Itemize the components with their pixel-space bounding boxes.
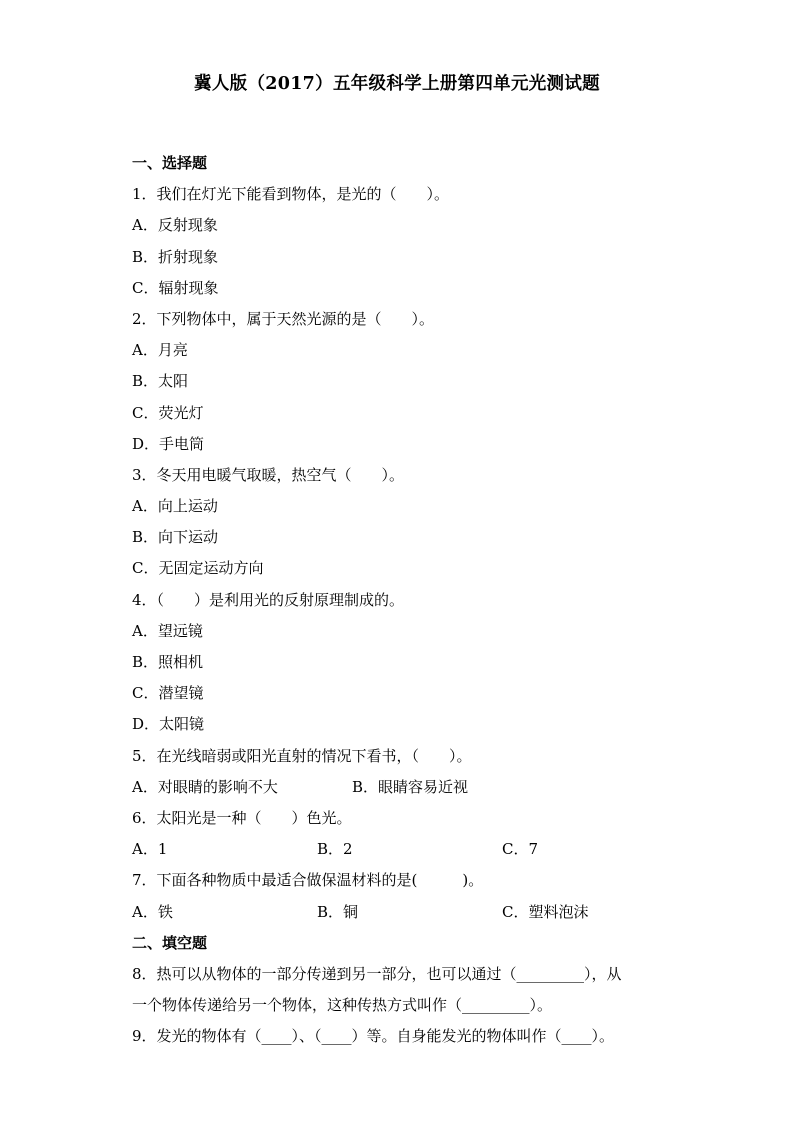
question-1-option-c: C．辐射现象 <box>132 278 219 297</box>
question-4-option-a: A．望远镜 <box>132 621 203 640</box>
question-7-stem: 7．下面各种物质中最适合做保温材料的是( )。 <box>132 871 484 890</box>
question-3-stem: 3．冬天用电暖气取暖，热空气（ ）。 <box>132 465 405 484</box>
question-7-option-c: C．塑料泡沫 <box>502 902 589 921</box>
question-3-option-a: A．向上运动 <box>132 497 218 516</box>
question-5-options <box>132 772 672 803</box>
question-4-stem: 4．（ ）是利用光的反射原理制成的。 <box>132 590 405 609</box>
question-7-options <box>132 897 672 928</box>
page-title: 冀人版（2017）五年级科学上册第四单元光测试题 <box>194 74 600 94</box>
question-6-option-c: C．7 <box>502 840 539 859</box>
question-content <box>132 148 672 1052</box>
question-1-stem: 1．我们在灯光下能看到物体，是光的（ ）。 <box>132 185 450 204</box>
question-3-option-b: B．向下运动 <box>132 528 219 547</box>
question-4-option-c: C．潜望镜 <box>132 684 204 703</box>
question-6-option-a: A．1 <box>132 840 168 859</box>
question-5-option-b: B．眼睛容易近视 <box>352 777 469 796</box>
question-1-option-b: B．折射现象 <box>132 247 219 266</box>
question-2-option-d: D．手电筒 <box>132 434 205 453</box>
question-6-option-b: B．2 <box>317 840 353 859</box>
question-2-option-a: A．月亮 <box>132 341 188 360</box>
question-4-option-d: D．太阳镜 <box>132 715 205 734</box>
question-2-option-b: B．太阳 <box>132 372 189 391</box>
question-9-line-1: 9．发光的物体有（____）、（____）等。自身能发光的物体叫作（____）。 <box>132 1027 615 1046</box>
question-2-stem: 2．下列物体中，属于天然光源的是（ ）。 <box>132 309 435 328</box>
question-1-option-a: A．反射现象 <box>132 216 218 235</box>
question-4-option-b: B．照相机 <box>132 653 204 671</box>
question-5-stem: 5．在光线暗弱或阳光直射的情况下看书，（ ）。 <box>132 746 472 765</box>
section-heading-choice: 一、选择题 <box>132 154 208 172</box>
section-heading-fill: 二、填空题 <box>132 933 208 952</box>
question-2-option-c: C．荧光灯 <box>132 403 204 422</box>
question-7-option-a: A．铁 <box>132 902 173 921</box>
question-6-stem: 6．太阳光是一种（ ）色光。 <box>132 808 352 827</box>
question-3-option-c: C．无固定运动方向 <box>132 559 264 578</box>
question-8-line-1: 8．热可以从物体的一部分传递到另一部分，也可以通过（_________），从 <box>132 964 622 983</box>
question-8-line-2: 一个物体传递给另一个物体，这种传热方式叫作（_________）。 <box>132 996 553 1015</box>
question-5-option-a: A．对眼睛的影响不大 <box>132 777 278 796</box>
question-7-option-b: B．铜 <box>317 902 359 921</box>
question-6-options <box>132 834 672 865</box>
